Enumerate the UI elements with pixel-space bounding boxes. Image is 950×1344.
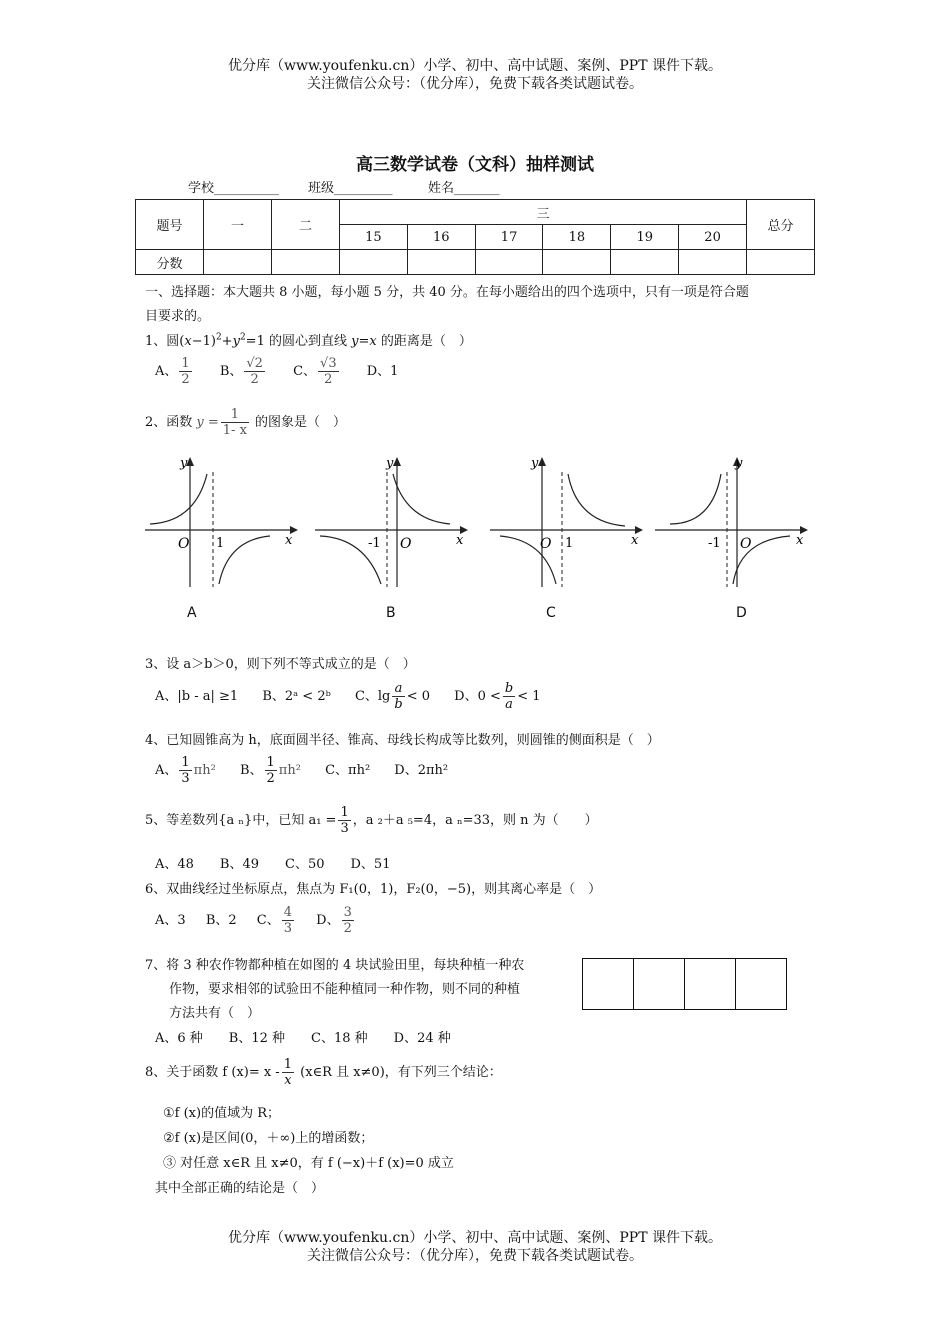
q5-stem: 5、等差数列{a ₙ}中，已知 a₁ = $\frac{1}{3}$ ，a ₂＋a ₅=4，a ₙ=33，则 n 为（ ） bbox=[145, 805, 598, 836]
q7-line2: 作物，要求相邻的试验田不能种植同一种作物，则不同的种植 bbox=[169, 982, 521, 997]
q4-stem: 4、已知圆锥高为 h，底面圆半径、锥高、母线长构成等比数列，则圆锥的侧面积是（ ） bbox=[145, 733, 660, 748]
graph-d bbox=[650, 452, 810, 592]
graph-c bbox=[485, 452, 645, 592]
name-field: 姓名_______ bbox=[428, 181, 500, 196]
q5-options: A、48 B、49 C、50 D、51 bbox=[155, 857, 391, 872]
graph-b-x: x bbox=[456, 533, 464, 548]
cell-sub: 19 bbox=[611, 225, 679, 250]
footer-line1: 优分库（www.youfenku.cn）小学、初中、高中试题、案例、PPT 课件下载。 bbox=[227, 1230, 722, 1246]
graph-c-one: 1 bbox=[565, 536, 574, 551]
section1-line1: 一、选择题：本大题共 8 小题，每小题 5 分，共 40 分。在每小题给出的四个选项中，只有一项是符合题 bbox=[145, 285, 749, 300]
graph-b bbox=[310, 452, 470, 592]
graph-label-c: C bbox=[546, 605, 556, 621]
q3-stem: 3、设 a＞b＞0，则下列不等式成立的是（ ） bbox=[145, 657, 416, 672]
q6-stem: 6、双曲线经过坐标原点，焦点为 F₁(0，1)，F₂(0，−5)，则其离心率是（ ） bbox=[145, 882, 602, 897]
graph-a bbox=[140, 452, 300, 592]
q7-line1: 7、将 3 种农作物都种植在如图的 4 块试验田里，每块种植一种农 bbox=[145, 958, 525, 973]
graph-a-one: 1 bbox=[216, 536, 225, 551]
graph-a-y: y bbox=[180, 456, 188, 471]
q3-options: A、|b - a| ≥1 B、2ᵃ < 2ᵇ C、lg $\frac{a}{b}$ < 0 D、0 < $\frac{b}{a}$ < 1 bbox=[155, 681, 541, 712]
graph-d-neg-one: -1 bbox=[708, 536, 721, 551]
graph-d-y: y bbox=[735, 456, 743, 471]
q7-line3: 方法共有（ ） bbox=[169, 1006, 261, 1021]
graph-c-y: y bbox=[531, 456, 539, 471]
section1-line2: 目要求的。 bbox=[145, 309, 211, 324]
cell-two: 二 bbox=[272, 200, 340, 250]
graph-d-x: x bbox=[796, 533, 804, 548]
q6-options: A、3 B、2 C、 $\frac{4}{3}$ D、 $\frac{3}{2}$ bbox=[155, 905, 352, 936]
graph-label-d: D bbox=[736, 605, 747, 621]
cell-sub: 18 bbox=[543, 225, 611, 250]
q2-stem: 2、函数 y = $\frac{1}{1- x}$ 的图象是（ ） bbox=[145, 407, 347, 438]
graph-a-origin: O bbox=[178, 536, 190, 552]
q8-conclusion-3: ③ 对任意 x∈R 且 x≠0，有 f (−x)＋f (x)=0 成立 bbox=[163, 1156, 454, 1171]
score-table bbox=[135, 199, 815, 275]
footer-line2: 关注微信公众号：（优分库），免费下载各类试题试卷。 bbox=[307, 1248, 643, 1264]
graph-a-x: x bbox=[285, 533, 293, 548]
graph-label-b: B bbox=[386, 605, 396, 621]
graph-d-origin: O bbox=[740, 536, 752, 552]
field-grid bbox=[582, 958, 787, 1010]
page-title: 高三数学试卷（文科）抽样测试 bbox=[356, 155, 594, 175]
graph-label-a: A bbox=[187, 605, 197, 621]
graph-b-neg-one: -1 bbox=[368, 536, 381, 551]
q8-conclusion-2: ②f (x)是区间(0，＋∞)上的增函数； bbox=[163, 1131, 374, 1146]
q1-options: A、 $\frac{1}{2}$ B、 $\frac{√2}{2}$ C、 $\frac{√3}{2}$ D、1 bbox=[155, 356, 399, 387]
cell-fenshu: 分数 bbox=[136, 250, 204, 275]
header-line2: 关注微信公众号：（优分库），免费下载各类试题试卷。 bbox=[307, 76, 643, 92]
graph-b-y: y bbox=[386, 456, 394, 471]
q7-options: A、6 种 B、12 种 C、18 种 D、24 种 bbox=[155, 1031, 451, 1046]
school-field: 学校__________ bbox=[188, 181, 280, 196]
cell-tihao: 题号 bbox=[136, 200, 204, 250]
cell-total: 总分 bbox=[747, 200, 815, 250]
cell-sub: 15 bbox=[340, 225, 408, 250]
cell-one: 一 bbox=[204, 200, 272, 250]
header-line1: 优分库（www.youfenku.cn）小学、初中、高中试题、案例、PPT 课件下载。 bbox=[227, 58, 722, 74]
q8-stem: 8、关于函数 f (x)= x - $\frac{1}{x}$ (x∈R 且 x≠0)，有下列三个结论： bbox=[145, 1057, 502, 1088]
cell-sub: 20 bbox=[679, 225, 747, 250]
cell-three: 三 bbox=[340, 200, 747, 225]
q4-options: A、 $\frac{1}{3}$ πh² B、 $\frac{1}{2}$ πh² C、πh² D、2πh² bbox=[155, 755, 449, 786]
graph-c-origin: O bbox=[540, 536, 552, 552]
q8-conclusion-1: ①f (x)的值域为 R； bbox=[163, 1106, 280, 1121]
graph-c-x: x bbox=[631, 533, 639, 548]
graph-b-origin: O bbox=[400, 536, 412, 552]
q8-end: 其中全部正确的结论是（ ） bbox=[155, 1181, 325, 1196]
cell-sub: 17 bbox=[475, 225, 543, 250]
cell-sub: 16 bbox=[407, 225, 475, 250]
q1-stem: 1、圆$(x-1)^2+y^2=1$ 的圆心到直线 y=x 的距离是（ ） bbox=[145, 332, 472, 349]
class-field: 班级_________ bbox=[308, 181, 393, 196]
